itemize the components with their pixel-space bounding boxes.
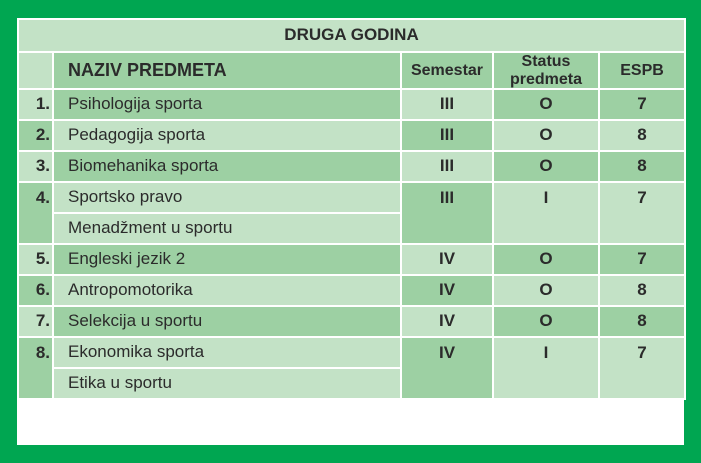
table-row [18, 306, 685, 337]
row-number: 7. [18, 306, 53, 337]
course-status: O [493, 306, 599, 337]
row-number: 2. [18, 120, 53, 151]
course-status: I [493, 337, 599, 399]
header-num [18, 52, 53, 89]
header-status-line2: predmeta [509, 70, 583, 88]
course-name: Biomehanika sporta [53, 151, 401, 182]
header-row [18, 52, 685, 89]
table-row [18, 89, 685, 120]
course-semester: IV [401, 275, 493, 306]
table-row [18, 151, 685, 182]
row-number: 1. [18, 89, 53, 120]
course-name: Sportsko pravo [53, 182, 401, 213]
course-espb: 8 [599, 306, 685, 337]
table-row [18, 182, 685, 213]
course-semester: III [401, 120, 493, 151]
course-name-elective: Menadžment u sportu [53, 213, 401, 244]
course-status: O [493, 244, 599, 275]
course-name: Antropomotorika [53, 275, 401, 306]
header-semester: Semestar [401, 52, 493, 89]
course-espb: 8 [599, 120, 685, 151]
course-semester: III [401, 182, 493, 244]
curriculum-table [17, 18, 686, 400]
header-status-line1: Status [521, 53, 571, 70]
table-title: DRUGA GODINA [18, 19, 685, 52]
course-espb: 8 [599, 151, 685, 182]
row-number: 4. [18, 182, 53, 244]
course-semester: III [401, 89, 493, 120]
course-name: Ekonomika sporta [53, 337, 401, 368]
course-name: Psihologija sporta [53, 89, 401, 120]
course-semester: IV [401, 306, 493, 337]
header-status [493, 52, 599, 89]
course-semester: IV [401, 244, 493, 275]
header-espb: ESPB [599, 52, 685, 89]
curriculum-table-frame [17, 18, 684, 445]
course-status: O [493, 120, 599, 151]
table-row [18, 337, 685, 368]
course-status: O [493, 151, 599, 182]
course-name: Selekcija u sportu [53, 306, 401, 337]
course-espb: 8 [599, 275, 685, 306]
course-name: Engleski jezik 2 [53, 244, 401, 275]
row-number: 6. [18, 275, 53, 306]
title-row [18, 19, 685, 52]
header-name: NAZIV PREDMETA [53, 52, 401, 89]
course-status: I [493, 182, 599, 244]
course-name: Pedagogija sporta [53, 120, 401, 151]
course-semester: III [401, 151, 493, 182]
course-semester: IV [401, 337, 493, 399]
row-number: 3. [18, 151, 53, 182]
course-espb: 7 [599, 182, 685, 244]
course-status: O [493, 89, 599, 120]
course-espb: 7 [599, 337, 685, 399]
course-status: O [493, 275, 599, 306]
course-espb: 7 [599, 244, 685, 275]
table-row [18, 120, 685, 151]
table-row [18, 244, 685, 275]
row-number: 8. [18, 337, 53, 399]
row-number: 5. [18, 244, 53, 275]
table-row [18, 275, 685, 306]
course-espb: 7 [599, 89, 685, 120]
course-name-elective: Etika u sportu [53, 368, 401, 399]
